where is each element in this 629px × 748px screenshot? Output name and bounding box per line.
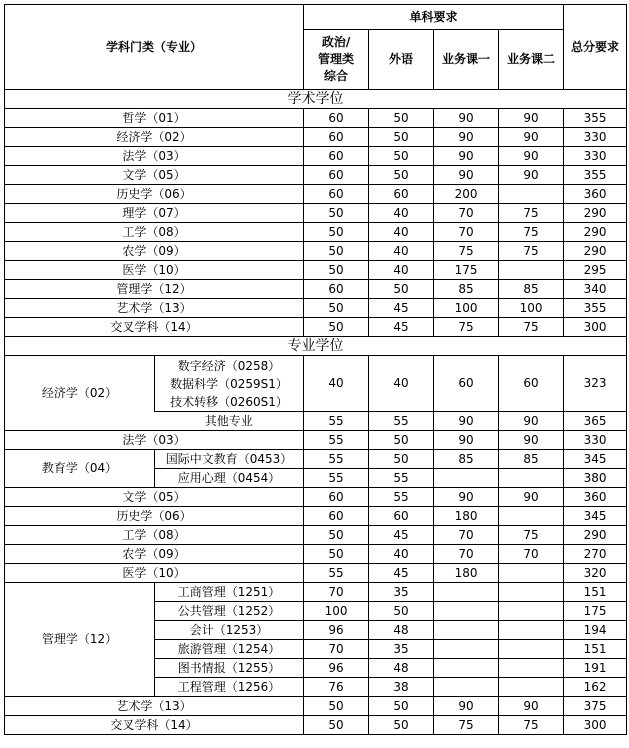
course-two-score: 75 [499,318,564,337]
politics-score: 55 [304,450,369,469]
foreign-language-score: 45 [369,526,434,545]
course-two-score: 90 [499,166,564,185]
foreign-language-score: 50 [369,280,434,299]
politics-score: 60 [304,109,369,128]
foreign-language-score: 35 [369,583,434,602]
course-two-score [499,507,564,526]
foreign-language-score: 50 [369,166,434,185]
category-name: 工学（08） [5,526,304,545]
politics-score: 50 [304,223,369,242]
course-two-score [499,564,564,583]
course-one-score: 70 [434,204,499,223]
foreign-language-score: 40 [369,356,434,412]
academic-row [5,109,627,128]
category-name: 历史学（06） [5,185,304,204]
politics-score: 55 [304,564,369,583]
category-name: 教育学（04） [5,450,155,488]
course-two-score: 75 [499,242,564,261]
course-one-score: 100 [434,299,499,318]
academic-row [5,223,627,242]
total-score: 194 [564,621,627,640]
major-name: 会计（1253） [155,621,304,640]
category-name: 法学（03） [5,431,304,450]
section-title-professional: 专业学位 [5,337,627,356]
major-name: 技术转移（0260S1） [170,394,288,409]
category-name: 文学（05） [5,166,304,185]
category-name: 医学（10） [5,261,304,280]
course-one-score: 90 [434,431,499,450]
major-name: 公共管理（1252） [155,602,304,621]
course-two-score [499,469,564,488]
academic-row [5,204,627,223]
category-name: 管理学（12） [5,583,155,697]
course-two-score [499,185,564,204]
total-score: 270 [564,545,627,564]
total-score: 320 [564,564,627,583]
course-one-score: 175 [434,261,499,280]
course-one-score: 90 [434,128,499,147]
foreign-language-score: 48 [369,659,434,678]
course-one-score: 70 [434,526,499,545]
course-one-score: 85 [434,280,499,299]
politics-score: 60 [304,166,369,185]
course-one-score: 60 [434,356,499,412]
section-academic [5,90,627,109]
politics-score: 50 [304,299,369,318]
foreign-language-score: 50 [369,431,434,450]
total-score: 162 [564,678,627,697]
major-name: 国际中文教育（0453） [155,450,304,469]
foreign-language-score: 45 [369,318,434,337]
course-one-score: 90 [434,697,499,716]
major-name: 图书情报（1255） [155,659,304,678]
course-one-score [434,469,499,488]
total-score: 330 [564,431,627,450]
total-score: 191 [564,659,627,678]
politics-score: 100 [304,602,369,621]
politics-score: 96 [304,621,369,640]
foreign-language-score: 45 [369,299,434,318]
foreign-language-score: 35 [369,640,434,659]
foreign-language-score: 50 [369,697,434,716]
major-name: 应用心理（0454） [155,469,304,488]
course-two-score: 90 [499,431,564,450]
category-name: 理学（07） [5,204,304,223]
total-score: 290 [564,242,627,261]
foreign-language-score: 50 [369,716,434,735]
politics-score: 50 [304,545,369,564]
total-score: 355 [564,299,627,318]
foreign-language-score: 40 [369,242,434,261]
header-foreign-language: 外语 [369,30,434,90]
total-score: 323 [564,356,627,412]
total-score: 340 [564,280,627,299]
course-one-score: 90 [434,412,499,431]
academic-row [5,185,627,204]
course-two-score: 70 [499,545,564,564]
category-name: 艺术学（13） [5,299,304,318]
major-group [155,356,304,412]
total-score: 330 [564,128,627,147]
total-score: 380 [564,469,627,488]
total-score: 345 [564,450,627,469]
category-name: 艺术学（13） [5,697,304,716]
academic-row [5,147,627,166]
header-category: 学科门类（专业） [5,5,304,90]
foreign-language-score: 60 [369,185,434,204]
course-one-score: 180 [434,564,499,583]
total-score: 360 [564,488,627,507]
politics-score: 50 [304,242,369,261]
politics-score: 50 [304,261,369,280]
category-name: 哲学（01） [5,109,304,128]
total-score: 151 [564,583,627,602]
course-one-score: 75 [434,716,499,735]
total-score: 375 [564,697,627,716]
category-name: 交叉学科（14） [5,318,304,337]
foreign-language-score: 40 [369,204,434,223]
total-score: 355 [564,109,627,128]
education-row [5,450,627,469]
professional-row [5,431,627,450]
total-score: 295 [564,261,627,280]
professional-row [5,564,627,583]
total-score: 355 [564,166,627,185]
foreign-language-score: 40 [369,545,434,564]
course-two-score: 90 [499,488,564,507]
header-course-two: 业务课二 [499,30,564,90]
total-score: 365 [564,412,627,431]
major-name: 数字经济（0258） [177,358,281,373]
major-name: 工程管理（1256） [155,678,304,697]
course-two-score: 100 [499,299,564,318]
politics-score: 76 [304,678,369,697]
course-one-score: 90 [434,147,499,166]
total-score: 290 [564,204,627,223]
foreign-language-score: 38 [369,678,434,697]
total-score: 300 [564,318,627,337]
politics-score: 55 [304,469,369,488]
politics-score: 60 [304,488,369,507]
category-name: 工学（08） [5,223,304,242]
category-name: 农学（09） [5,242,304,261]
header-total: 总分要求 [564,5,627,90]
politics-score: 40 [304,356,369,412]
course-one-score: 75 [434,318,499,337]
course-two-score [499,621,564,640]
major-name: 数据科学（0259S1） [170,376,288,391]
course-two-score [499,583,564,602]
course-one-score [434,621,499,640]
major-name: 其他专业 [155,412,304,431]
course-one-score: 75 [434,242,499,261]
total-score: 151 [564,640,627,659]
foreign-language-score: 50 [369,602,434,621]
course-one-score [434,659,499,678]
politics-score: 50 [304,697,369,716]
course-two-score [499,261,564,280]
total-score: 290 [564,223,627,242]
course-one-score: 70 [434,545,499,564]
academic-row [5,166,627,185]
course-one-score [434,583,499,602]
foreign-language-score: 55 [369,469,434,488]
foreign-language-score: 55 [369,488,434,507]
politics-score: 50 [304,526,369,545]
professional-row [5,526,627,545]
politics-score: 50 [304,318,369,337]
professional-row [5,697,627,716]
course-two-score: 75 [499,526,564,545]
politics-score: 55 [304,412,369,431]
course-two-score: 85 [499,280,564,299]
course-two-score: 75 [499,223,564,242]
course-two-score: 60 [499,356,564,412]
academic-row [5,242,627,261]
category-name: 农学（09） [5,545,304,564]
category-name: 经济学（02） [5,356,155,431]
politics-score: 70 [304,640,369,659]
category-name: 法学（03） [5,147,304,166]
course-one-score [434,678,499,697]
header-course-one: 业务课一 [434,30,499,90]
category-name: 文学（05） [5,488,304,507]
foreign-language-score: 48 [369,621,434,640]
course-one-score [434,602,499,621]
course-two-score: 90 [499,128,564,147]
course-two-score [499,640,564,659]
course-one-score: 90 [434,109,499,128]
politics-score: 96 [304,659,369,678]
course-two-score: 75 [499,716,564,735]
course-two-score: 90 [499,147,564,166]
header-single-subject: 单科要求 [304,5,564,30]
course-one-score: 200 [434,185,499,204]
academic-row [5,280,627,299]
category-name: 经济学（02） [5,128,304,147]
total-score: 360 [564,185,627,204]
politics-score: 50 [304,716,369,735]
professional-row [5,716,627,735]
politics-score: 50 [304,204,369,223]
course-one-score: 85 [434,450,499,469]
course-one-score: 90 [434,488,499,507]
course-two-score: 90 [499,109,564,128]
politics-score: 55 [304,431,369,450]
score-requirements-table [4,4,627,735]
foreign-language-score: 50 [369,128,434,147]
foreign-language-score: 50 [369,147,434,166]
politics-score: 60 [304,280,369,299]
category-name: 历史学（06） [5,507,304,526]
course-two-score: 85 [499,450,564,469]
total-score: 290 [564,526,627,545]
academic-row [5,299,627,318]
foreign-language-score: 40 [369,261,434,280]
management-row [5,583,627,602]
header-politics: 政治/ 管理类 综合 [304,30,369,90]
academic-row [5,128,627,147]
course-one-score: 180 [434,507,499,526]
academic-row [5,318,627,337]
course-one-score: 70 [434,223,499,242]
category-name: 管理学（12） [5,280,304,299]
major-name: 工商管理（1251） [155,583,304,602]
major-name: 旅游管理（1254） [155,640,304,659]
foreign-language-score: 60 [369,507,434,526]
economics-group-row [5,356,627,412]
foreign-language-score: 50 [369,109,434,128]
professional-row [5,507,627,526]
politics-score: 60 [304,185,369,204]
total-score: 345 [564,507,627,526]
course-two-score: 90 [499,412,564,431]
total-score: 300 [564,716,627,735]
category-name: 交叉学科（14） [5,716,304,735]
foreign-language-score: 50 [369,450,434,469]
politics-score: 60 [304,147,369,166]
course-two-score [499,678,564,697]
academic-row [5,261,627,280]
section-title-academic: 学术学位 [5,90,627,109]
total-score: 175 [564,602,627,621]
foreign-language-score: 55 [369,412,434,431]
course-one-score: 90 [434,166,499,185]
total-score: 330 [564,147,627,166]
course-two-score [499,602,564,621]
politics-score: 70 [304,583,369,602]
category-name: 医学（10） [5,564,304,583]
course-two-score: 75 [499,204,564,223]
politics-score: 60 [304,507,369,526]
foreign-language-score: 45 [369,564,434,583]
section-professional [5,337,627,356]
course-two-score [499,659,564,678]
professional-row [5,545,627,564]
politics-score: 60 [304,128,369,147]
foreign-language-score: 40 [369,223,434,242]
course-one-score [434,640,499,659]
course-two-score: 90 [499,697,564,716]
professional-row [5,488,627,507]
